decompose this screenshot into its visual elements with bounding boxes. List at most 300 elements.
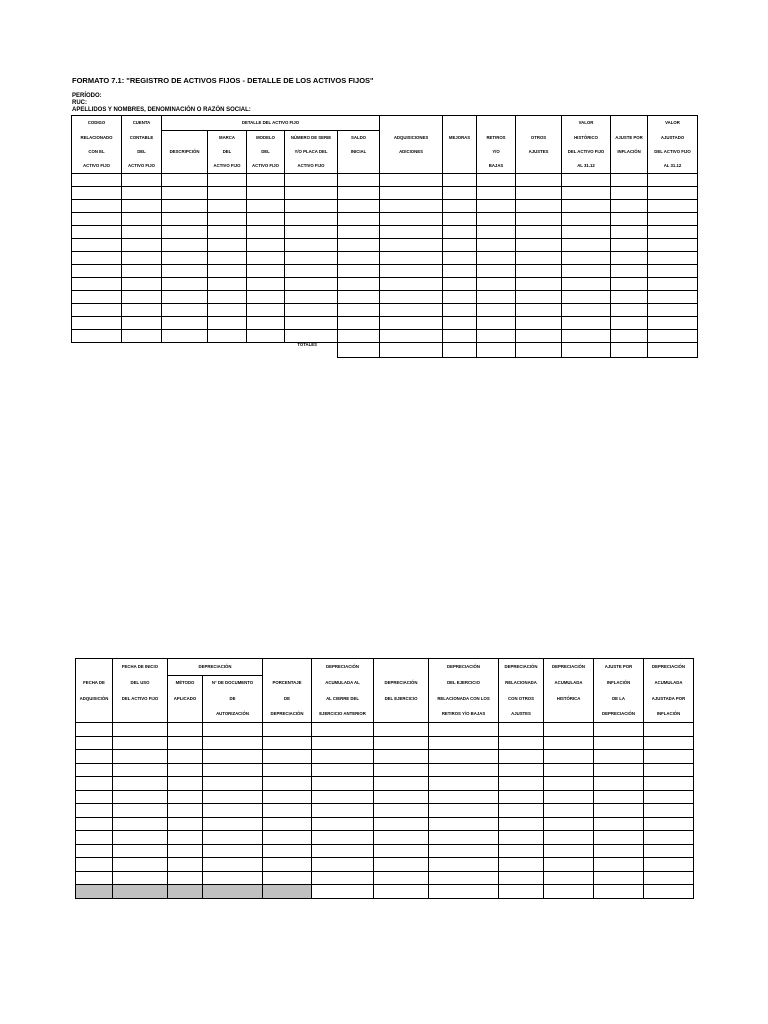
- table-cell[interactable]: [562, 317, 611, 330]
- table-cell[interactable]: [499, 831, 544, 845]
- table-cell[interactable]: [263, 844, 312, 858]
- table-cell[interactable]: [162, 239, 208, 252]
- table-cell[interactable]: [122, 213, 162, 226]
- table-cell[interactable]: [113, 858, 168, 872]
- table-cell[interactable]: [594, 736, 644, 750]
- table-cell[interactable]: [168, 858, 203, 872]
- table-cell[interactable]: [162, 330, 208, 343]
- total-cell[interactable]: [648, 343, 698, 358]
- table-cell[interactable]: [644, 831, 694, 845]
- table-cell[interactable]: [208, 187, 247, 200]
- table-cell[interactable]: [562, 239, 611, 252]
- total-cell[interactable]: [380, 343, 443, 358]
- table-cell[interactable]: [374, 777, 429, 791]
- table-cell[interactable]: [72, 226, 122, 239]
- table-cell[interactable]: [544, 844, 594, 858]
- table-cell[interactable]: [338, 330, 380, 343]
- table-cell[interactable]: [374, 750, 429, 764]
- table-cell[interactable]: [312, 817, 374, 831]
- table-cell[interactable]: [122, 252, 162, 265]
- table-cell[interactable]: [644, 723, 694, 737]
- table-cell[interactable]: [644, 750, 694, 764]
- table-cell[interactable]: [611, 239, 648, 252]
- table-cell[interactable]: [285, 317, 338, 330]
- table-cell[interactable]: [203, 723, 263, 737]
- table-cell[interactable]: [429, 723, 499, 737]
- table-cell[interactable]: [285, 213, 338, 226]
- table-cell[interactable]: [544, 736, 594, 750]
- table-cell[interactable]: [374, 858, 429, 872]
- table-cell[interactable]: [443, 330, 477, 343]
- table-cell[interactable]: [648, 317, 698, 330]
- table-cell[interactable]: [611, 304, 648, 317]
- table-cell[interactable]: [544, 777, 594, 791]
- table-cell[interactable]: [499, 723, 544, 737]
- table-cell[interactable]: [499, 858, 544, 872]
- table-cell[interactable]: [312, 723, 374, 737]
- table-cell[interactable]: [76, 858, 113, 872]
- table-cell[interactable]: [285, 174, 338, 187]
- table-cell[interactable]: [544, 804, 594, 818]
- table-cell[interactable]: [263, 831, 312, 845]
- table-cell[interactable]: [648, 226, 698, 239]
- table-cell[interactable]: [162, 291, 208, 304]
- table-cell[interactable]: [203, 777, 263, 791]
- table-cell[interactable]: [544, 817, 594, 831]
- table-cell[interactable]: [312, 871, 374, 885]
- table-cell[interactable]: [380, 252, 443, 265]
- table-cell[interactable]: [208, 213, 247, 226]
- table-cell[interactable]: [562, 213, 611, 226]
- table-cell[interactable]: [72, 239, 122, 252]
- table-cell[interactable]: [76, 831, 113, 845]
- table-cell[interactable]: [76, 871, 113, 885]
- table-cell[interactable]: [203, 831, 263, 845]
- table-cell[interactable]: [247, 265, 285, 278]
- table-cell[interactable]: [312, 885, 374, 899]
- table-cell[interactable]: [380, 304, 443, 317]
- table-cell[interactable]: [113, 777, 168, 791]
- table-cell[interactable]: [443, 252, 477, 265]
- table-cell[interactable]: [203, 885, 263, 899]
- table-cell[interactable]: [122, 187, 162, 200]
- table-cell[interactable]: [443, 213, 477, 226]
- table-cell[interactable]: [477, 265, 516, 278]
- table-cell[interactable]: [499, 871, 544, 885]
- table-cell[interactable]: [247, 317, 285, 330]
- table-cell[interactable]: [168, 844, 203, 858]
- table-cell[interactable]: [644, 777, 694, 791]
- table-cell[interactable]: [168, 817, 203, 831]
- table-cell[interactable]: [611, 278, 648, 291]
- table-cell[interactable]: [594, 885, 644, 899]
- table-cell[interactable]: [611, 252, 648, 265]
- table-cell[interactable]: [168, 831, 203, 845]
- table-cell[interactable]: [477, 252, 516, 265]
- table-cell[interactable]: [499, 763, 544, 777]
- table-cell[interactable]: [76, 723, 113, 737]
- table-cell[interactable]: [203, 844, 263, 858]
- table-cell[interactable]: [338, 252, 380, 265]
- table-cell[interactable]: [208, 291, 247, 304]
- table-cell[interactable]: [285, 239, 338, 252]
- table-cell[interactable]: [380, 317, 443, 330]
- table-cell[interactable]: [644, 790, 694, 804]
- table-cell[interactable]: [374, 844, 429, 858]
- table-cell[interactable]: [648, 252, 698, 265]
- table-cell[interactable]: [443, 187, 477, 200]
- table-cell[interactable]: [72, 200, 122, 213]
- table-cell[interactable]: [208, 174, 247, 187]
- total-cell[interactable]: [516, 343, 562, 358]
- table-cell[interactable]: [162, 187, 208, 200]
- total-cell[interactable]: [477, 343, 516, 358]
- table-cell[interactable]: [443, 278, 477, 291]
- table-cell[interactable]: [113, 723, 168, 737]
- table-cell[interactable]: [208, 200, 247, 213]
- table-cell[interactable]: [263, 858, 312, 872]
- table-cell[interactable]: [338, 265, 380, 278]
- total-cell[interactable]: [338, 343, 380, 358]
- table-cell[interactable]: [338, 291, 380, 304]
- table-cell[interactable]: [285, 252, 338, 265]
- table-cell[interactable]: [208, 317, 247, 330]
- table-cell[interactable]: [516, 304, 562, 317]
- table-cell[interactable]: [312, 750, 374, 764]
- table-cell[interactable]: [263, 763, 312, 777]
- table-cell[interactable]: [203, 804, 263, 818]
- table-cell[interactable]: [429, 831, 499, 845]
- table-cell[interactable]: [443, 239, 477, 252]
- table-cell[interactable]: [113, 736, 168, 750]
- table-cell[interactable]: [247, 330, 285, 343]
- table-cell[interactable]: [429, 871, 499, 885]
- table-cell[interactable]: [477, 304, 516, 317]
- table-cell[interactable]: [76, 763, 113, 777]
- table-cell[interactable]: [562, 265, 611, 278]
- table-cell[interactable]: [477, 239, 516, 252]
- table-cell[interactable]: [380, 265, 443, 278]
- table-cell[interactable]: [429, 817, 499, 831]
- table-cell[interactable]: [312, 844, 374, 858]
- table-cell[interactable]: [429, 804, 499, 818]
- table-cell[interactable]: [562, 200, 611, 213]
- table-cell[interactable]: [594, 844, 644, 858]
- table-cell[interactable]: [611, 187, 648, 200]
- table-cell[interactable]: [429, 763, 499, 777]
- table-cell[interactable]: [544, 723, 594, 737]
- table-cell[interactable]: [122, 174, 162, 187]
- table-cell[interactable]: [374, 871, 429, 885]
- table-cell[interactable]: [203, 750, 263, 764]
- table-cell[interactable]: [72, 317, 122, 330]
- table-cell[interactable]: [648, 304, 698, 317]
- table-cell[interactable]: [162, 265, 208, 278]
- table-cell[interactable]: [499, 790, 544, 804]
- table-cell[interactable]: [113, 763, 168, 777]
- table-cell[interactable]: [562, 252, 611, 265]
- table-cell[interactable]: [247, 291, 285, 304]
- table-cell[interactable]: [544, 790, 594, 804]
- table-cell[interactable]: [72, 330, 122, 343]
- table-cell[interactable]: [122, 330, 162, 343]
- table-cell[interactable]: [562, 330, 611, 343]
- table-cell[interactable]: [516, 187, 562, 200]
- table-cell[interactable]: [380, 330, 443, 343]
- table-cell[interactable]: [162, 317, 208, 330]
- table-cell[interactable]: [544, 750, 594, 764]
- table-cell[interactable]: [477, 187, 516, 200]
- table-cell[interactable]: [611, 330, 648, 343]
- table-cell[interactable]: [76, 750, 113, 764]
- table-cell[interactable]: [113, 871, 168, 885]
- table-cell[interactable]: [285, 200, 338, 213]
- table-cell[interactable]: [113, 804, 168, 818]
- table-cell[interactable]: [443, 226, 477, 239]
- table-cell[interactable]: [374, 804, 429, 818]
- table-cell[interactable]: [516, 213, 562, 226]
- table-cell[interactable]: [380, 239, 443, 252]
- table-cell[interactable]: [263, 804, 312, 818]
- table-cell[interactable]: [380, 200, 443, 213]
- table-cell[interactable]: [113, 831, 168, 845]
- table-cell[interactable]: [443, 291, 477, 304]
- table-cell[interactable]: [203, 736, 263, 750]
- table-cell[interactable]: [644, 885, 694, 899]
- table-cell[interactable]: [594, 831, 644, 845]
- table-cell[interactable]: [76, 804, 113, 818]
- table-cell[interactable]: [499, 777, 544, 791]
- table-cell[interactable]: [499, 804, 544, 818]
- table-cell[interactable]: [648, 174, 698, 187]
- table-cell[interactable]: [380, 226, 443, 239]
- table-cell[interactable]: [203, 871, 263, 885]
- table-cell[interactable]: [594, 804, 644, 818]
- table-cell[interactable]: [72, 291, 122, 304]
- table-cell[interactable]: [263, 817, 312, 831]
- table-cell[interactable]: [263, 885, 312, 899]
- table-cell[interactable]: [162, 252, 208, 265]
- table-cell[interactable]: [162, 304, 208, 317]
- table-cell[interactable]: [594, 777, 644, 791]
- table-cell[interactable]: [516, 317, 562, 330]
- table-cell[interactable]: [338, 278, 380, 291]
- table-cell[interactable]: [562, 187, 611, 200]
- table-cell[interactable]: [516, 174, 562, 187]
- table-cell[interactable]: [72, 174, 122, 187]
- table-cell[interactable]: [122, 317, 162, 330]
- table-cell[interactable]: [429, 858, 499, 872]
- table-cell[interactable]: [122, 239, 162, 252]
- table-cell[interactable]: [443, 174, 477, 187]
- table-cell[interactable]: [648, 291, 698, 304]
- table-cell[interactable]: [374, 723, 429, 737]
- table-cell[interactable]: [477, 317, 516, 330]
- table-cell[interactable]: [72, 213, 122, 226]
- table-cell[interactable]: [122, 265, 162, 278]
- total-cell[interactable]: [562, 343, 611, 358]
- table-cell[interactable]: [122, 200, 162, 213]
- table-cell[interactable]: [516, 200, 562, 213]
- table-cell[interactable]: [312, 736, 374, 750]
- table-cell[interactable]: [477, 213, 516, 226]
- table-cell[interactable]: [648, 278, 698, 291]
- table-cell[interactable]: [477, 330, 516, 343]
- table-cell[interactable]: [285, 226, 338, 239]
- table-cell[interactable]: [380, 213, 443, 226]
- table-cell[interactable]: [499, 750, 544, 764]
- table-cell[interactable]: [247, 200, 285, 213]
- table-cell[interactable]: [338, 174, 380, 187]
- table-cell[interactable]: [429, 777, 499, 791]
- table-cell[interactable]: [644, 804, 694, 818]
- table-cell[interactable]: [648, 200, 698, 213]
- table-cell[interactable]: [208, 330, 247, 343]
- table-cell[interactable]: [648, 265, 698, 278]
- table-cell[interactable]: [562, 174, 611, 187]
- table-cell[interactable]: [338, 200, 380, 213]
- table-cell[interactable]: [516, 330, 562, 343]
- table-cell[interactable]: [76, 817, 113, 831]
- table-cell[interactable]: [594, 790, 644, 804]
- table-cell[interactable]: [443, 200, 477, 213]
- table-cell[interactable]: [208, 252, 247, 265]
- table-cell[interactable]: [203, 763, 263, 777]
- table-cell[interactable]: [380, 278, 443, 291]
- table-cell[interactable]: [516, 239, 562, 252]
- table-cell[interactable]: [285, 265, 338, 278]
- table-cell[interactable]: [285, 278, 338, 291]
- table-cell[interactable]: [312, 831, 374, 845]
- table-cell[interactable]: [544, 885, 594, 899]
- table-cell[interactable]: [122, 278, 162, 291]
- table-cell[interactable]: [648, 213, 698, 226]
- table-cell[interactable]: [338, 226, 380, 239]
- table-cell[interactable]: [72, 187, 122, 200]
- table-cell[interactable]: [594, 750, 644, 764]
- table-cell[interactable]: [122, 304, 162, 317]
- table-cell[interactable]: [443, 304, 477, 317]
- table-cell[interactable]: [611, 213, 648, 226]
- table-cell[interactable]: [594, 763, 644, 777]
- table-cell[interactable]: [263, 790, 312, 804]
- table-cell[interactable]: [285, 330, 338, 343]
- table-cell[interactable]: [162, 213, 208, 226]
- table-cell[interactable]: [203, 817, 263, 831]
- table-cell[interactable]: [644, 736, 694, 750]
- table-cell[interactable]: [611, 291, 648, 304]
- table-cell[interactable]: [516, 278, 562, 291]
- table-cell[interactable]: [516, 265, 562, 278]
- table-cell[interactable]: [429, 750, 499, 764]
- table-cell[interactable]: [247, 226, 285, 239]
- table-cell[interactable]: [312, 763, 374, 777]
- table-cell[interactable]: [247, 278, 285, 291]
- table-cell[interactable]: [168, 750, 203, 764]
- table-cell[interactable]: [648, 239, 698, 252]
- table-cell[interactable]: [516, 291, 562, 304]
- table-cell[interactable]: [374, 817, 429, 831]
- table-cell[interactable]: [443, 265, 477, 278]
- table-cell[interactable]: [168, 790, 203, 804]
- table-cell[interactable]: [544, 858, 594, 872]
- table-cell[interactable]: [429, 844, 499, 858]
- table-cell[interactable]: [247, 187, 285, 200]
- table-cell[interactable]: [562, 278, 611, 291]
- table-cell[interactable]: [644, 817, 694, 831]
- table-cell[interactable]: [208, 265, 247, 278]
- table-cell[interactable]: [338, 239, 380, 252]
- table-cell[interactable]: [429, 885, 499, 899]
- table-cell[interactable]: [380, 174, 443, 187]
- table-cell[interactable]: [72, 265, 122, 278]
- table-cell[interactable]: [338, 187, 380, 200]
- table-cell[interactable]: [113, 817, 168, 831]
- table-cell[interactable]: [611, 174, 648, 187]
- total-cell[interactable]: [443, 343, 477, 358]
- table-cell[interactable]: [562, 226, 611, 239]
- table-cell[interactable]: [76, 844, 113, 858]
- table-cell[interactable]: [611, 226, 648, 239]
- table-cell[interactable]: [499, 736, 544, 750]
- table-cell[interactable]: [247, 252, 285, 265]
- table-cell[interactable]: [312, 790, 374, 804]
- table-cell[interactable]: [516, 226, 562, 239]
- table-cell[interactable]: [429, 790, 499, 804]
- table-cell[interactable]: [544, 763, 594, 777]
- table-cell[interactable]: [72, 304, 122, 317]
- table-cell[interactable]: [644, 871, 694, 885]
- table-cell[interactable]: [374, 790, 429, 804]
- table-cell[interactable]: [168, 736, 203, 750]
- table-cell[interactable]: [263, 750, 312, 764]
- table-cell[interactable]: [72, 278, 122, 291]
- table-cell[interactable]: [648, 187, 698, 200]
- table-cell[interactable]: [544, 831, 594, 845]
- table-cell[interactable]: [263, 777, 312, 791]
- table-cell[interactable]: [162, 200, 208, 213]
- table-cell[interactable]: [594, 858, 644, 872]
- table-cell[interactable]: [168, 723, 203, 737]
- table-cell[interactable]: [312, 777, 374, 791]
- table-cell[interactable]: [168, 871, 203, 885]
- table-cell[interactable]: [113, 790, 168, 804]
- table-cell[interactable]: [312, 804, 374, 818]
- table-cell[interactable]: [203, 858, 263, 872]
- table-cell[interactable]: [443, 317, 477, 330]
- table-cell[interactable]: [72, 252, 122, 265]
- table-cell[interactable]: [644, 763, 694, 777]
- table-cell[interactable]: [562, 291, 611, 304]
- table-cell[interactable]: [338, 317, 380, 330]
- table-cell[interactable]: [247, 304, 285, 317]
- table-cell[interactable]: [644, 858, 694, 872]
- total-cell[interactable]: [611, 343, 648, 358]
- table-cell[interactable]: [113, 750, 168, 764]
- table-cell[interactable]: [477, 226, 516, 239]
- table-cell[interactable]: [338, 304, 380, 317]
- table-cell[interactable]: [263, 736, 312, 750]
- table-cell[interactable]: [76, 777, 113, 791]
- table-cell[interactable]: [562, 304, 611, 317]
- table-cell[interactable]: [263, 723, 312, 737]
- table-cell[interactable]: [247, 213, 285, 226]
- table-cell[interactable]: [374, 885, 429, 899]
- table-cell[interactable]: [168, 777, 203, 791]
- table-cell[interactable]: [76, 736, 113, 750]
- table-cell[interactable]: [338, 213, 380, 226]
- table-cell[interactable]: [544, 871, 594, 885]
